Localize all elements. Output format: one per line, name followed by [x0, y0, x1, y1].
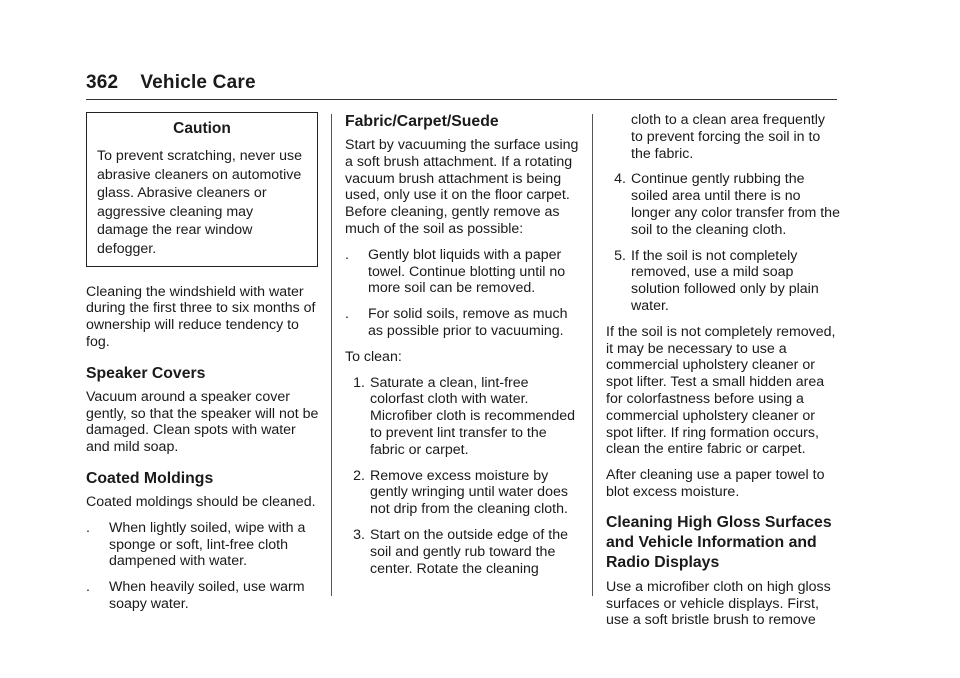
coated-moldings-paragraph: Coated moldings should be cleaned.	[86, 493, 316, 510]
numbered-step	[606, 248, 840, 315]
step-number: 1.	[353, 374, 365, 391]
step-number: 2.	[353, 467, 365, 484]
windshield-paragraph: Cleaning the windshield with water during the first three to six months of ownership will reduce tendency to fog.	[86, 283, 316, 350]
step-number: 3.	[353, 526, 365, 543]
step-continuation: cloth to a clean area frequently to prevent forcing the soil in to the fabric.	[631, 112, 826, 162]
numbered-step	[606, 171, 840, 238]
page-number: 362	[86, 72, 119, 93]
list-item	[86, 520, 322, 570]
column-2	[345, 112, 581, 586]
list-item	[345, 247, 581, 297]
step-text: Continue gently rubbing the soiled area until there is no longer any color transfer from the soil to the cleaning cloth.	[631, 171, 840, 238]
high-gloss-heading: Cleaning High Gloss Surfaces and Vehicle Information and Radio Displays	[606, 513, 832, 571]
list-item	[86, 579, 322, 613]
bullet-mark: .	[345, 246, 349, 263]
numbered-step	[345, 375, 581, 459]
bullet-text: When lightly soiled, wipe with a sponge or soft, lint-free cloth dampened with water.	[109, 519, 306, 570]
coated-moldings-heading: Coated Moldings	[86, 469, 214, 487]
bullet-text: When heavily soiled, use warm soapy water.	[109, 579, 305, 612]
column-divider-1	[331, 114, 332, 596]
to-clean-label: To clean:	[345, 348, 402, 365]
list-item	[345, 306, 581, 340]
header-rule	[86, 99, 837, 100]
section-title: Vehicle Care	[140, 72, 256, 93]
caution-box	[86, 112, 318, 267]
step-text: Remove excess moisture by gently wringing until water does not drip from the cleaning cloth.	[370, 467, 568, 518]
bullet-text: Gently blot liquids with a paper towel. Continue blotting until no more soil can be removed.	[368, 246, 566, 297]
speaker-covers-paragraph: Vacuum around a speaker cover gently, so that the speaker will not be damaged. Clean spots with water and mild soap.	[86, 388, 319, 456]
blot-paragraph: After cleaning use a paper towel to blot excess moisture.	[606, 467, 825, 500]
bullet-text: For solid soils, remove as much as possible prior to vacuuming.	[368, 306, 568, 339]
step-number: 4.	[614, 171, 626, 188]
column-3	[606, 112, 840, 638]
column-1	[86, 112, 322, 622]
step-text: Start on the outside edge of the soil and gently rub toward the center. Rotate the cleaning	[370, 526, 568, 577]
speaker-covers-heading: Speaker Covers	[86, 364, 206, 382]
high-gloss-paragraph: Use a microfiber cloth on high gloss surfaces or vehicle displays. First, use a soft bristle brush to remove	[606, 578, 831, 629]
numbered-step	[345, 527, 581, 577]
bullet-mark: .	[345, 306, 349, 323]
caution-body: To prevent scratching, never use abrasive cleaners on automotive glass. Abrasive cleaners or aggressive cleaning may damage the rear window defogger.	[97, 148, 303, 257]
step-number: 5.	[614, 247, 626, 264]
page-header	[86, 72, 256, 94]
numbered-step	[345, 468, 581, 518]
caution-title: Caution	[173, 120, 231, 137]
upholstery-paragraph: If the soil is not completely removed, it may be necessary to use a commercial upholstery cleaner or spot lifter. Test a small hidden area for colorfastness before using a commercial upholstery cleaner or spot lifter. If ring formation occurs, clean the entire fabric or carpet.	[606, 323, 836, 458]
step-text: If the soil is not completely removed, use a mild soap solution followed only by plain water.	[631, 247, 819, 314]
bullet-mark: .	[86, 579, 90, 596]
column-divider-2	[592, 114, 593, 596]
bullet-mark: .	[86, 519, 90, 536]
fabric-intro: Start by vacuuming the surface using a soft brush attachment. If a rotating vacuum brush attachment is being used, only use it on the floor carpet. Before cleaning, gently remove as much of the soil as possible:	[345, 137, 579, 237]
step-text: Saturate a clean, lint-free colorfast cloth with water. Microfiber cloth is recommended to prevent lint transfer to the fabric or carpet.	[370, 374, 576, 458]
fabric-heading: Fabric/Carpet/Suede	[345, 113, 499, 130]
